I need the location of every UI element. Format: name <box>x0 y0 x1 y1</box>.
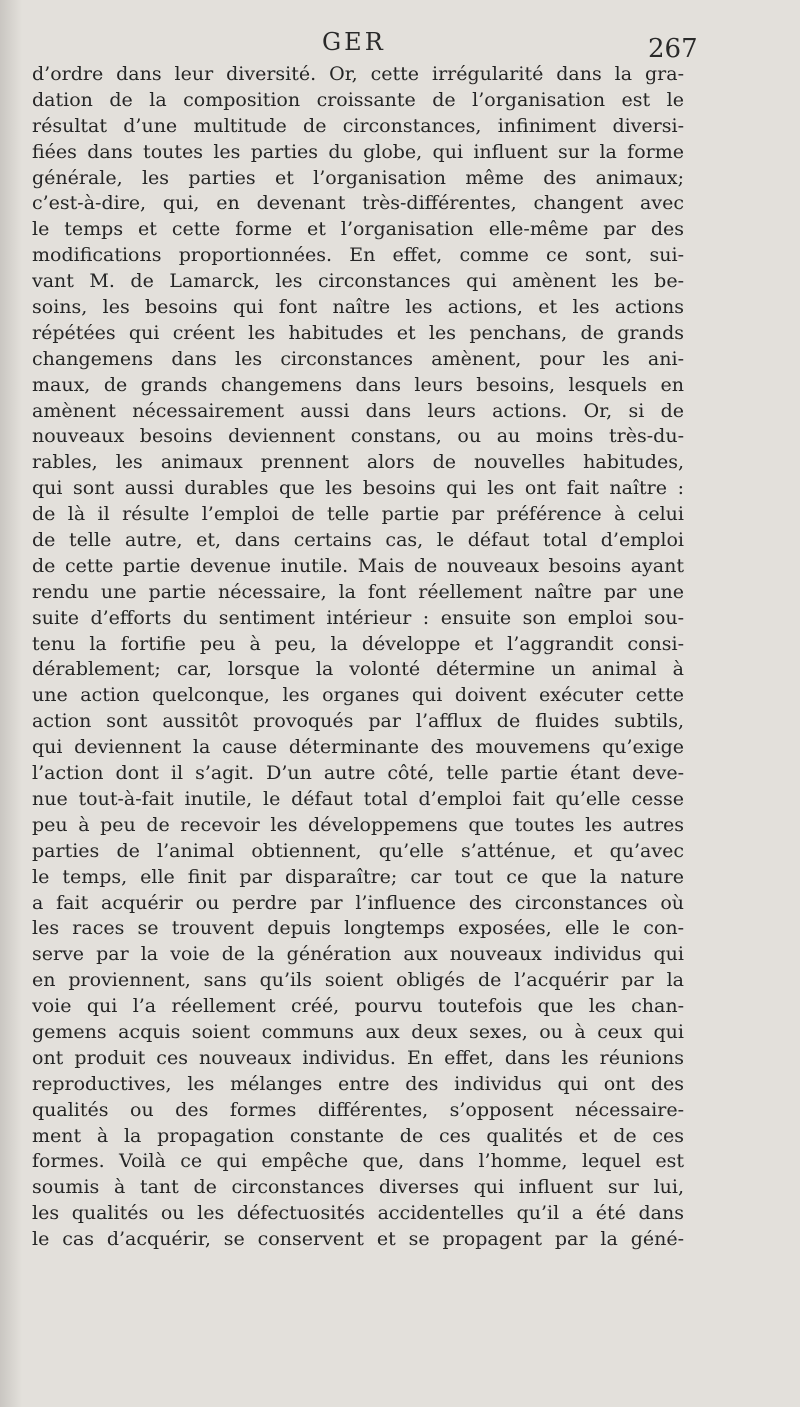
text-line: en proviennent, sans qu’ils soient obligés de l’acquérir par la <box>32 969 684 992</box>
text-line: modifications proportionnées. En effet, comme ce sont, sui- <box>32 244 684 267</box>
text-line: action sont aussitôt provoqués par l’afflux de fluides subtils, <box>32 710 684 733</box>
text-line: nouveaux besoins deviennent constans, ou au moins très-du- <box>32 425 684 448</box>
text-line: rendu une partie nécessaire, la font réellement naître par une <box>32 580 684 603</box>
text-line: dérablement; car, lorsque la volonté détermine un animal à <box>32 658 684 681</box>
text-line: reproductives, les mélanges entre des individus qui ont des <box>32 1072 684 1095</box>
text-line: serve par la voie de la génération aux nouveaux individus qui <box>32 943 684 966</box>
page-number: 267 <box>648 34 698 64</box>
text-line: de telle autre, et, dans certains cas, le défaut total d’emploi <box>32 529 684 552</box>
text-line: le temps, elle finit par disparaître; car tout ce que la nature <box>32 865 684 888</box>
text-line: gemens acquis soient communs aux deux sexes, ou à ceux qui <box>32 1020 684 1043</box>
text-line: les qualités ou les défectuosités accidentelles qu’il a été dans <box>32 1202 684 1225</box>
text-line: de là il résulte l’emploi de telle partie par préférence à celui <box>32 503 684 526</box>
text-line: changemens dans les circonstances amènent, pour les ani- <box>32 347 684 370</box>
text-line: soumis à tant de circonstances diverses qui influent sur lui, <box>32 1176 684 1199</box>
text-line: résultat d’une multitude de circonstances, infiniment diversi- <box>32 114 684 137</box>
text-line: répétées qui créent les habitudes et les penchans, de grands <box>32 321 684 344</box>
text-line: suite d’efforts du sentiment intérieur : ensuite son emploi sou- <box>32 606 684 629</box>
text-line: fiées dans toutes les parties du globe, qui influent sur la forme <box>32 140 684 163</box>
text-line: ment à la propagation constante de ces qualités et de ces <box>32 1124 684 1147</box>
text-line: dation de la composition croissante de l’organisation est le <box>32 88 684 111</box>
text-line: peu à peu de recevoir les développemens que toutes les autres <box>32 813 684 836</box>
body-text <box>32 62 684 1253</box>
text-line: le cas d’acquérir, se conservent et se propagent par la géné- <box>32 1228 684 1251</box>
text-line: de cette partie devenue inutile. Mais de nouveaux besoins ayant <box>32 554 684 577</box>
text-line: qualités ou des formes différentes, s’opposent nécessaire- <box>32 1098 684 1121</box>
text-line: maux, de grands changemens dans leurs besoins, lesquels en <box>32 373 684 396</box>
text-line: amènent nécessairement aussi dans leurs actions. Or, si de <box>32 399 684 422</box>
text-line: formes. Voilà ce qui empêche que, dans l’homme, lequel est <box>32 1150 684 1173</box>
text-line: vant M. de Lamarck, les circonstances qui amènent les be- <box>32 270 684 293</box>
text-line: ont produit ces nouveaux individus. En effet, dans les réunions <box>32 1046 684 1069</box>
text-line: d’ordre dans leur diversité. Or, cette irrégularité dans la gra- <box>32 63 684 85</box>
text-line: qui sont aussi durables que les besoins qui les ont fait naître : <box>32 477 684 500</box>
text-line: soins, les besoins qui font naître les actions, et les actions <box>32 296 684 319</box>
text-line: c’est-à-dire, qui, en devenant très-différentes, changent avec <box>32 192 684 215</box>
text-line: nue tout-à-fait inutile, le défaut total d’emploi fait qu’elle cesse <box>32 787 684 810</box>
text-line: le temps et cette forme et l’organisation elle-même par des <box>32 218 684 241</box>
text-line: a fait acquérir ou perdre par l’influence des circonstances où <box>32 891 684 914</box>
text-line: les races se trouvent depuis longtemps exposées, elle le con- <box>32 917 684 940</box>
text-line: une action quelconque, les organes qui doivent exécuter cette <box>32 684 684 707</box>
page-gutter-shadow <box>0 0 22 1407</box>
text-line: l’action dont il s’agit. D’un autre côté, telle partie étant deve- <box>32 762 684 785</box>
text-line: générale, les parties et l’organisation même des animaux; <box>32 166 684 189</box>
text-line: voie qui l’a réellement créé, pourvu toutefois que les chan- <box>32 995 684 1018</box>
text-line: tenu la fortifie peu à peu, la développe et l’aggrandit consi- <box>32 632 684 655</box>
text-line: qui deviennent la cause déterminante des mouvemens qu’exige <box>32 736 684 759</box>
text-line: parties de l’animal obtiennent, qu’elle s’atténue, et qu’avec <box>32 839 684 862</box>
text-line: rables, les animaux prennent alors de nouvelles habitudes, <box>32 451 684 474</box>
running-head: GER <box>322 28 386 56</box>
